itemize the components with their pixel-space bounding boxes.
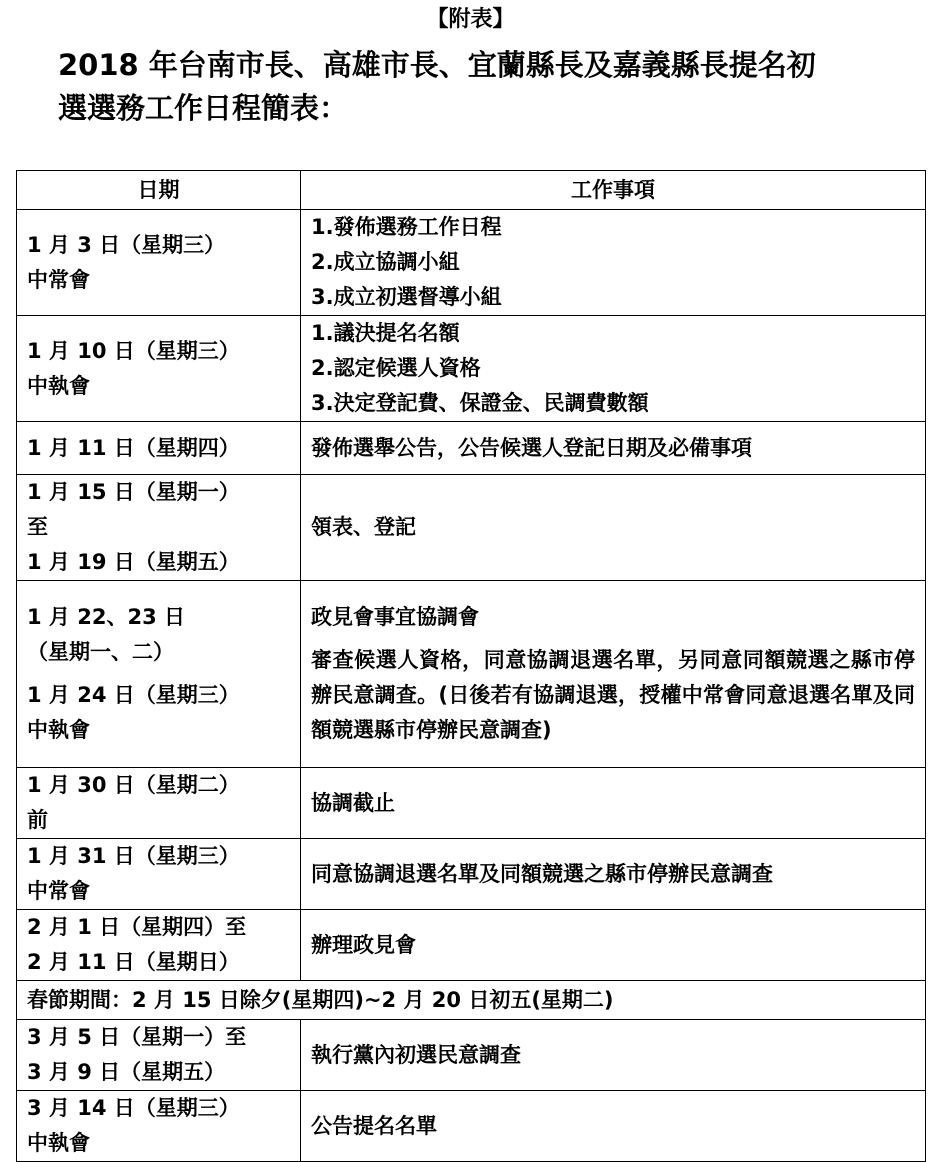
table-row [17, 768, 926, 839]
table-row [17, 475, 926, 581]
date-cell [17, 581, 301, 768]
annex-label: 【附表】 [426, 7, 515, 32]
date-cell [17, 768, 301, 839]
date-line: （星期一、二） [27, 640, 174, 664]
table-header-row [17, 171, 926, 210]
date-line: 前 [27, 808, 48, 832]
date-line: 3 月 14 日（星期三） [27, 1096, 240, 1120]
table-row [17, 1091, 926, 1162]
spacer [311, 635, 915, 643]
date-line: 3 月 5 日（星期一）至 [27, 1025, 247, 1049]
date-line: 2 月 11 日（星期日） [27, 950, 240, 974]
tasks-cell [301, 1091, 926, 1162]
spacer [27, 670, 290, 678]
task-line: 發佈選舉公告，公告候選人登記日期及必備事項 [311, 435, 752, 460]
date-line: 1 月 15 日（星期一） [27, 480, 240, 504]
tasks-cell [301, 316, 926, 422]
date-line: 1 月 30 日（星期二） [27, 773, 240, 797]
date-cell [17, 1091, 301, 1162]
tasks-cell [301, 1020, 926, 1091]
task-line: 3.成立初選督導小組 [311, 285, 502, 309]
table-row [17, 1020, 926, 1091]
date-cell [17, 839, 301, 910]
task-line: 公告提名名單 [311, 1113, 437, 1138]
date-line: 中執會 [27, 1131, 90, 1155]
header-tasks: 工作事項 [301, 171, 926, 210]
document-title [58, 44, 918, 130]
task-line: 2.認定候選人資格 [311, 356, 481, 380]
holiday-notice: 春節期間：2 月 15 日除夕(星期四)~2 月 20 日初五(星期二) [17, 981, 926, 1020]
table-row [17, 316, 926, 422]
tasks-cell [301, 839, 926, 910]
table-row [17, 581, 926, 768]
date-line: 2 月 1 日（星期四）至 [27, 915, 247, 939]
date-line: 1 月 3 日（星期三） [27, 232, 226, 257]
date-line: 1 月 19 日（星期五） [27, 550, 240, 574]
title-line-2: 選選務工作日程簡表： [58, 91, 349, 125]
task-line: 協調截止 [311, 790, 395, 815]
header-date: 日期 [17, 171, 301, 210]
date-line: 1 月 22、23 日 [27, 605, 185, 629]
date-cell [17, 1020, 301, 1091]
task-paragraph: 審查候選人資格，同意協調退選名單，另同意同額競選之縣市停辦民意調查。(日後若有協調退選，授權中常會同意退選名單及同額競選縣市停辦民意調查) [311, 648, 915, 742]
date-cell [17, 475, 301, 581]
tasks-cell [301, 768, 926, 839]
task-line: 政見會事宜協調會 [311, 605, 479, 629]
date-cell [17, 316, 301, 422]
date-line: 1 月 31 日（星期三） [27, 844, 240, 868]
title-line-1: 2018 年台南市長、高雄市長、宜蘭縣長及嘉義縣長提名初 [58, 48, 816, 82]
date-line: 中常會 [27, 267, 90, 292]
task-line: 執行黨內初選民意調查 [311, 1042, 521, 1067]
date-line: 3 月 9 日（星期五） [27, 1060, 226, 1084]
date-line: 中執會 [27, 373, 90, 398]
task-line: 領表、登記 [311, 515, 416, 539]
date-cell [17, 422, 301, 475]
tasks-cell [301, 422, 926, 475]
date-line: 中常會 [27, 879, 90, 903]
date-line: 1 月 11 日（星期四） [27, 435, 240, 460]
date-line: 中執會 [27, 718, 90, 742]
table-row [17, 210, 926, 316]
table-row [17, 910, 926, 981]
task-line: 1.發佈選務工作日程 [311, 215, 502, 239]
task-line: 同意協調退選名單及同額競選之縣市停辦民意調查 [311, 861, 773, 886]
date-line: 至 [27, 515, 48, 539]
date-cell [17, 910, 301, 981]
date-line: 1 月 24 日（星期三） [27, 683, 240, 707]
task-line: 辦理政見會 [311, 932, 416, 957]
task-line: 3.決定登記費、保證金、民調費數額 [311, 391, 649, 415]
date-line: 1 月 10 日（星期三） [27, 338, 240, 363]
tasks-cell [301, 910, 926, 981]
schedule-table [16, 170, 926, 1162]
task-line: 1.議決提名名額 [311, 321, 460, 345]
table-row [17, 839, 926, 910]
tasks-cell [301, 581, 926, 768]
table-row [17, 422, 926, 475]
tasks-cell [301, 210, 926, 316]
holiday-row [17, 981, 926, 1020]
tasks-cell [301, 475, 926, 581]
date-cell [17, 210, 301, 316]
task-line: 2.成立協調小組 [311, 250, 460, 274]
